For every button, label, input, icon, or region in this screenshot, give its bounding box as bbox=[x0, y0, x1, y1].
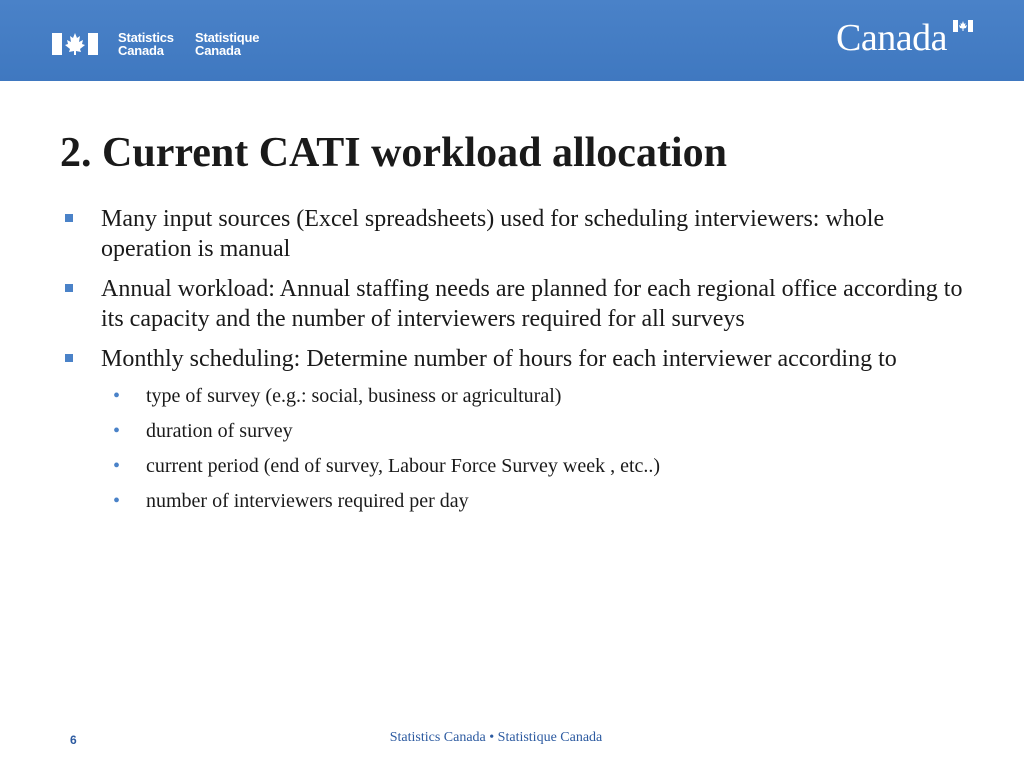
bullet-list bbox=[0, 204, 1024, 524]
statistics-canada-wordmark bbox=[118, 31, 174, 57]
dot-bullet-icon: • bbox=[113, 385, 121, 407]
bullet-item bbox=[0, 344, 971, 374]
bullet-text: Annual workload: Annual staffing needs are planned for each regional office according to its capacity and the number of interviewers required for all surveys bbox=[101, 276, 963, 332]
wordmark-fr-line2: Canada bbox=[195, 43, 241, 58]
footer-text: Statistics Canada • Statistique Canada bbox=[389, 730, 603, 745]
canada-wordmark-flag-icon bbox=[953, 20, 973, 32]
dot-bullet-icon: • bbox=[113, 455, 121, 477]
wordmark-en-line1: Statistics bbox=[118, 30, 174, 45]
header-banner bbox=[0, 0, 1024, 81]
square-bullet-icon bbox=[65, 284, 73, 292]
canada-flag-icon bbox=[52, 31, 98, 57]
sub-bullet-text: number of interviewers required per day bbox=[146, 490, 469, 512]
sub-bullet-item bbox=[0, 454, 1024, 479]
wordmark-en-line2: Canada bbox=[118, 43, 164, 58]
sub-bullet-text: duration of survey bbox=[146, 420, 293, 442]
dot-bullet-icon: • bbox=[113, 420, 121, 442]
square-bullet-icon bbox=[65, 214, 73, 222]
square-bullet-icon bbox=[65, 354, 73, 362]
bullet-text: Monthly scheduling: Determine number of hours for each interviewer according to bbox=[101, 346, 897, 372]
bullet-item bbox=[0, 204, 971, 264]
sub-bullet-list bbox=[0, 384, 1024, 514]
page-number: 6 bbox=[70, 733, 77, 747]
sub-bullet-item bbox=[0, 419, 1024, 444]
statistique-canada-wordmark bbox=[195, 31, 259, 57]
wordmark-fr-line1: Statistique bbox=[195, 30, 260, 45]
sub-bullet-item bbox=[0, 489, 1024, 514]
sub-bullet-text: current period (end of survey, Labour Force Survey week , etc..) bbox=[146, 455, 661, 477]
canada-wordmark: Canada bbox=[836, 17, 947, 59]
bullet-text: Many input sources (Excel spreadsheets) used for scheduling interviewers: whole operation is manual bbox=[101, 206, 885, 262]
sub-bullet-text: type of survey (e.g.: social, business or agricultural) bbox=[146, 385, 562, 407]
dot-bullet-icon: • bbox=[113, 490, 121, 512]
slide-title: 2. Current CATI workload allocation bbox=[60, 130, 727, 176]
bullet-item bbox=[0, 274, 971, 334]
sub-bullet-item bbox=[0, 384, 1024, 409]
